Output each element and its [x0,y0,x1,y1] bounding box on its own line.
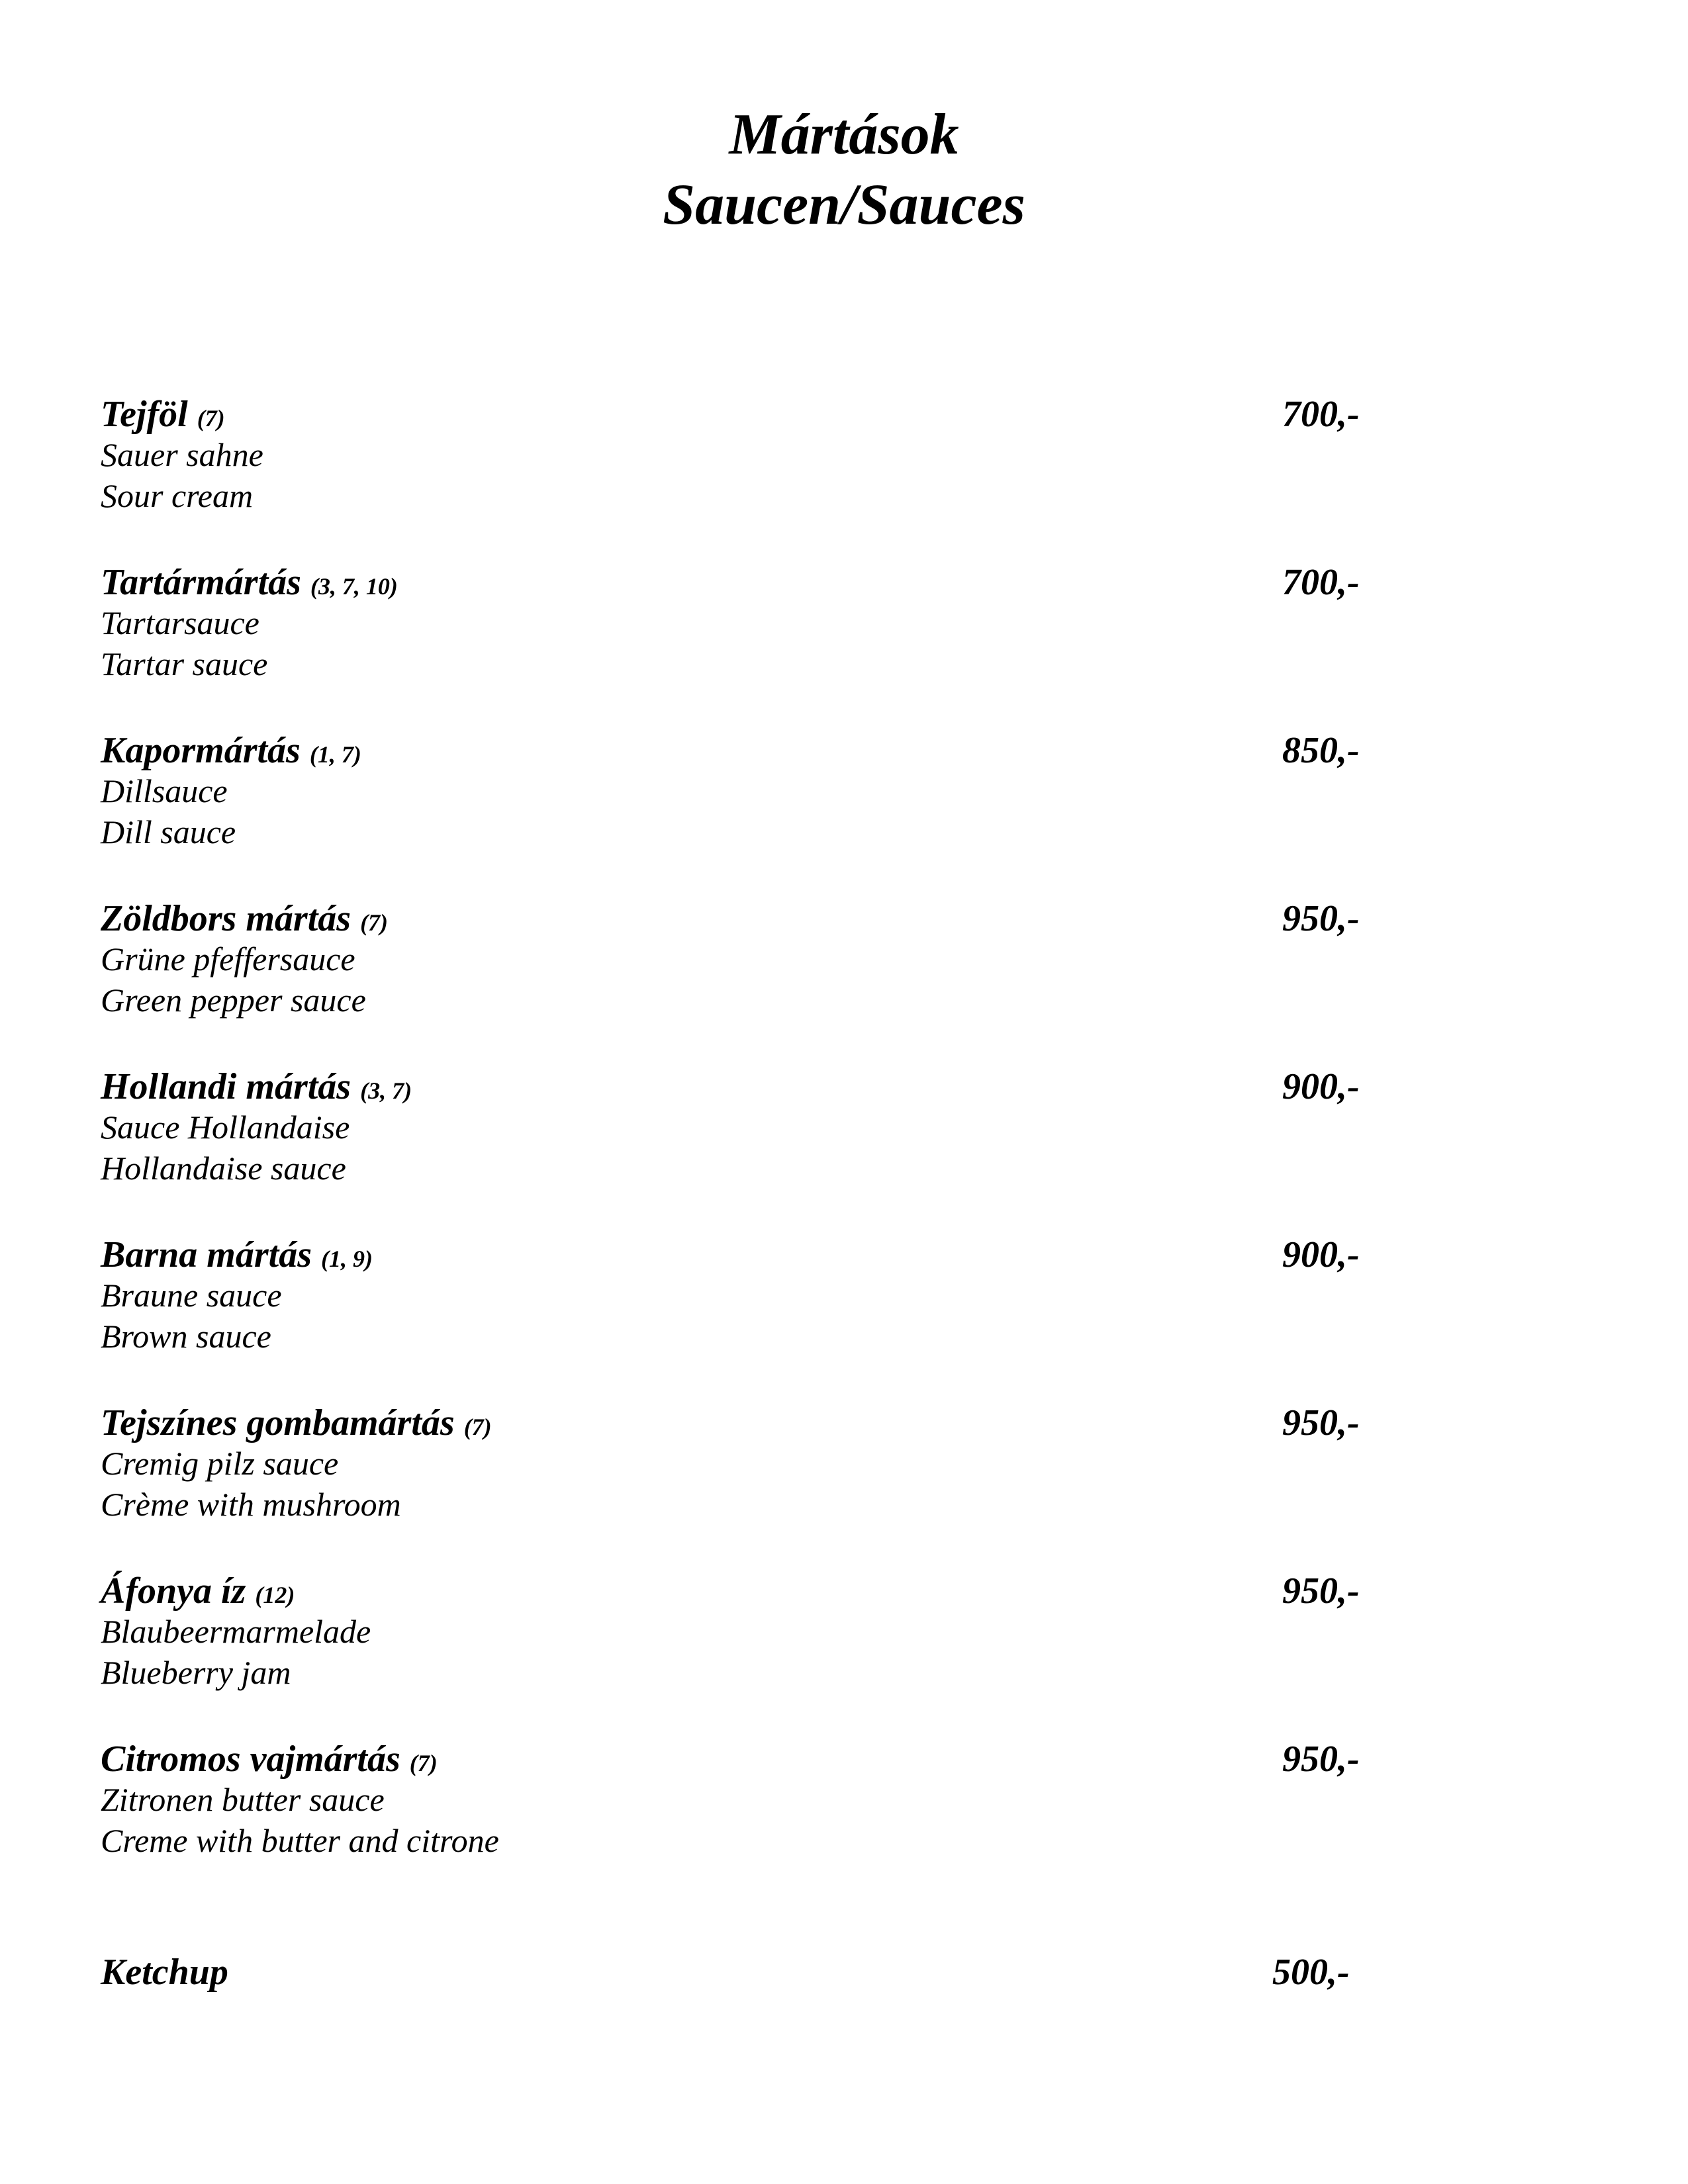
item-allergens: (1, 9) [321,1246,373,1272]
item-allergens: (7) [360,909,389,936]
page-title: Mártások [729,103,959,167]
item-price: 850,- [1282,730,1360,771]
menu-item-barna-martas [101,1231,1358,1399]
item-price: 950,- [1282,1570,1360,1612]
item-german-name: Tartarsauce [101,604,259,641]
item-german-name: Blaubeermarmelade [101,1613,371,1650]
item-english-name: Sour cream [101,477,254,514]
item-german-name: Grüne pfeffersauce [101,940,355,978]
menu-item-hollandi-martas [101,1063,1358,1231]
menu-item-kapormartas [101,727,1358,895]
item-english-name: Dill sauce [101,813,236,850]
menu-item-tejszines-gombamartas [101,1399,1358,1567]
item-price: 700,- [1282,562,1360,603]
item-allergens: (3, 7) [360,1077,412,1104]
item-name: Citromos vajmártás [101,1739,400,1780]
item-price: 950,- [1282,1402,1360,1443]
menu-item-ketchup [101,1948,1358,2001]
menu-item-zoldbors-martas [101,895,1358,1063]
item-allergens: (12) [255,1582,295,1608]
item-german-name: Sauce Hollandaise [101,1109,350,1146]
menu-item-tejfol [101,390,1358,559]
item-price: 700,- [1282,394,1360,435]
item-german-name: Zitronen butter sauce [101,1781,385,1818]
item-price: 900,- [1282,1234,1360,1275]
sauce-menu-list [101,390,1358,1903]
item-name: Kapormártás [101,730,301,771]
menu-item-citromos-vajmartas [101,1735,1358,1903]
item-english-name: Crème with mushroom [101,1486,401,1523]
item-name: Zöldbors mártás [101,898,352,939]
item-allergens: (3, 7, 10) [310,573,398,600]
item-english-name: Tartar sauce [101,645,268,682]
menu-item-afonya-iz [101,1567,1358,1735]
item-allergens: (1, 7) [309,741,361,768]
item-english-name: Blueberry jam [101,1654,291,1691]
item-name: Tejföl [101,394,188,435]
item-name: Tejszínes gombamártás [101,1402,455,1443]
page-subtitle: Saucen/Sauces [663,173,1025,237]
menu-item-tartarmartas [101,559,1358,727]
item-price: 950,- [1282,898,1360,939]
item-english-name: Creme with butter and citrone [101,1822,499,1859]
item-name: Tartármártás [101,562,301,603]
item-price: 950,- [1282,1739,1360,1780]
item-name: Áfonya íz [101,1570,246,1612]
item-english-name: Green pepper sauce [101,981,366,1019]
item-german-name: Dillsauce [101,772,228,809]
item-name: Ketchup [101,1952,228,1993]
item-german-name: Braune sauce [101,1277,282,1314]
item-price: 900,- [1282,1066,1360,1107]
item-german-name: Sauer sahne [101,436,263,473]
item-name: Hollandi mártás [101,1066,352,1107]
item-english-name: Brown sauce [101,1318,271,1355]
item-price: 500,- [1272,1952,1350,1993]
item-allergens: (7) [409,1750,438,1776]
item-allergens: (7) [197,405,225,432]
item-english-name: Hollandaise sauce [101,1150,346,1187]
item-name: Barna mártás [101,1234,312,1275]
item-allergens: (7) [463,1414,492,1440]
item-german-name: Cremig pilz sauce [101,1445,339,1482]
